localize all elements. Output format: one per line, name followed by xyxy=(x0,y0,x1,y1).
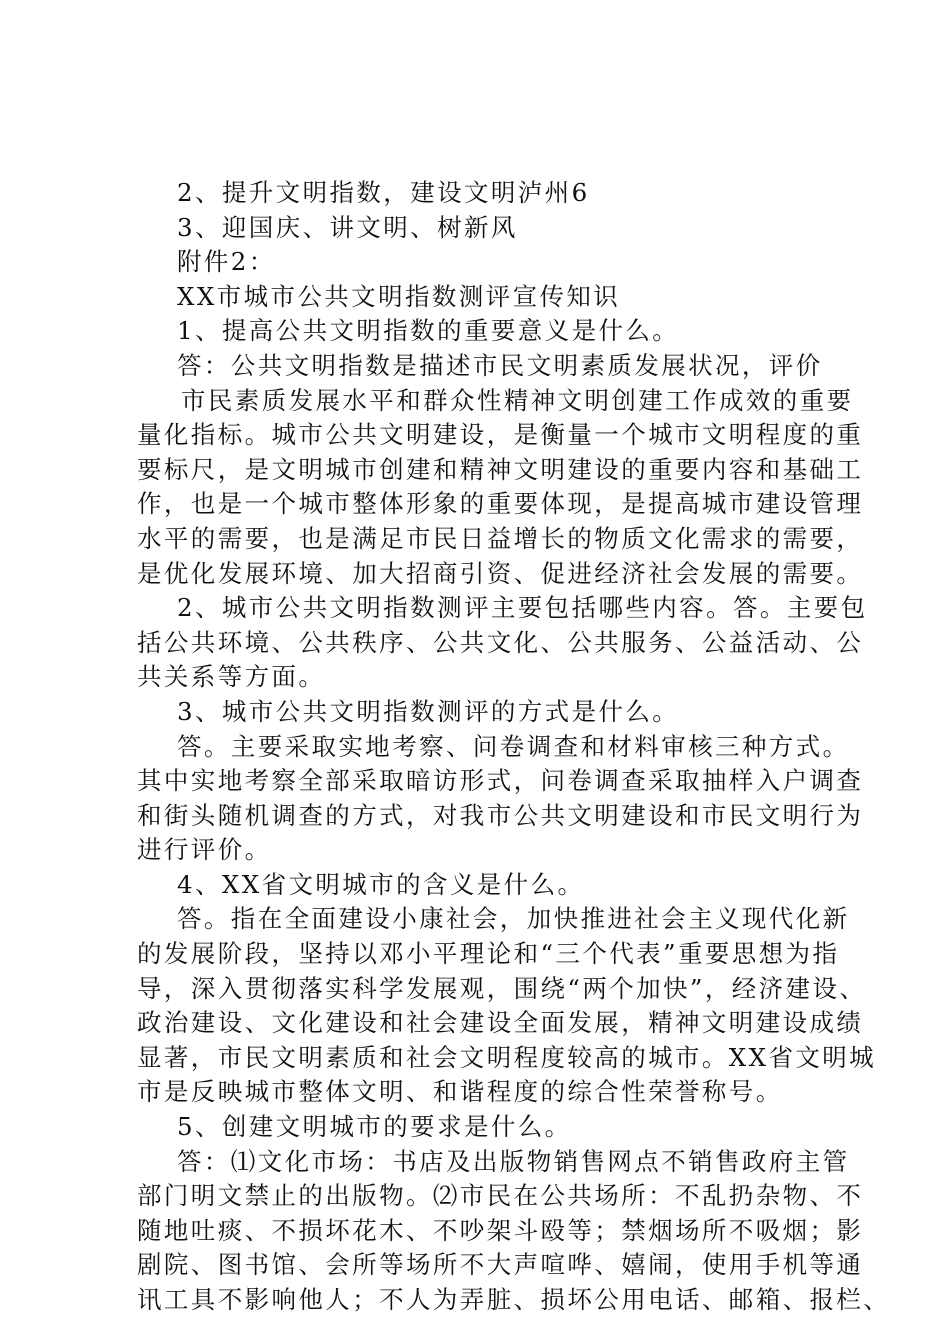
text-line: 导，深入贯彻落实科学发展观，围绕“两个加快”，经济建设、 xyxy=(137,973,867,1003)
text-line: XX市城市公共文明指数测评宣传知识 xyxy=(177,281,621,311)
text-line: 3、迎国庆、讲文明、树新风 xyxy=(177,212,518,242)
text-line: 剧院、图书馆、会所等场所不大声喧哗、嬉闹，使用手机等通 xyxy=(137,1250,864,1280)
text-line: 和街头随机调查的方式，对我市公共文明建设和市民文明行为 xyxy=(137,800,864,830)
text-line: 3、城市公共文明指数测评的方式是什么。 xyxy=(177,696,680,726)
text-line: 其中实地考察全部采取暗访形式，问卷调查采取抽样入户调查 xyxy=(137,766,864,796)
text-line: 作，也是一个城市整体形象的重要体现，是提高城市建设管理 xyxy=(137,489,864,519)
text-line: 是优化发展环境、加大招商引资、促进经济社会发展的需要。 xyxy=(137,558,864,588)
text-line: 市民素质发展水平和群众性精神文明创建工作成效的重要 xyxy=(181,385,854,415)
text-line: 答：⑴文化市场：书店及出版物销售网点不销售政府主管 xyxy=(177,1146,850,1176)
document-body xyxy=(137,176,891,1318)
text-line: 水平的需要，也是满足市民日益增长的物质文化需求的需要， xyxy=(137,523,864,553)
text-line: 共关系等方面。 xyxy=(137,662,326,692)
text-line: 讯工具不影响他人；不人为弄脏、损坏公用电话、邮箱、报栏、 xyxy=(137,1285,891,1314)
text-line: 政治建设、文化建设和社会建设全面发展，精神文明建设成绩 xyxy=(137,1008,864,1038)
text-line: 附件2： xyxy=(177,247,276,277)
text-line: 5、创建文明城市的要求是什么。 xyxy=(177,1112,572,1142)
text-line: 显著，市民文明素质和社会文明程度较高的城市。XX省文明城 xyxy=(137,1042,877,1072)
text-line: 答。指在全面建设小康社会，加快推进社会主义现代化新 xyxy=(177,904,850,934)
text-line: 2、城市公共文明指数测评主要包括哪些内容。答。主要包 xyxy=(177,593,868,623)
text-line: 答：公共文明指数是描述市民文明素质发展状况，评价 xyxy=(177,350,823,380)
text-line: 的发展阶段，坚持以邓小平理论和“三个代表”重要思想为指 xyxy=(137,939,840,969)
text-line: 1、提高公共文明指数的重要意义是什么。 xyxy=(177,316,680,346)
text-line: 要标尺，是文明城市创建和精神文明建设的重要内容和基础工 xyxy=(137,454,864,484)
text-line: 进行评价。 xyxy=(137,835,272,865)
text-line: 答。主要采取实地考察、问卷调查和材料审核三种方式。 xyxy=(177,731,850,761)
text-line: 4、XX省文明城市的含义是什么。 xyxy=(177,869,585,899)
text-line: 括公共环境、公共秩序、公共文化、公共服务、公益活动、公 xyxy=(137,627,864,657)
text-line: 量化指标。城市公共文明建设，是衡量一个城市文明程度的重 xyxy=(137,420,864,450)
text-line: 2、提升文明指数，建设文明泸州6 xyxy=(177,178,590,207)
text-line: 部门明文禁止的出版物。⑵市民在公共场所：不乱扔杂物、不 xyxy=(137,1181,864,1211)
text-line: 市是反映城市整体文明、和谐程度的综合性荣誉称号。 xyxy=(137,1077,783,1107)
text-line: 随地吐痰、不损坏花木、不吵架斗殴等；禁烟场所不吸烟；影 xyxy=(137,1215,864,1245)
